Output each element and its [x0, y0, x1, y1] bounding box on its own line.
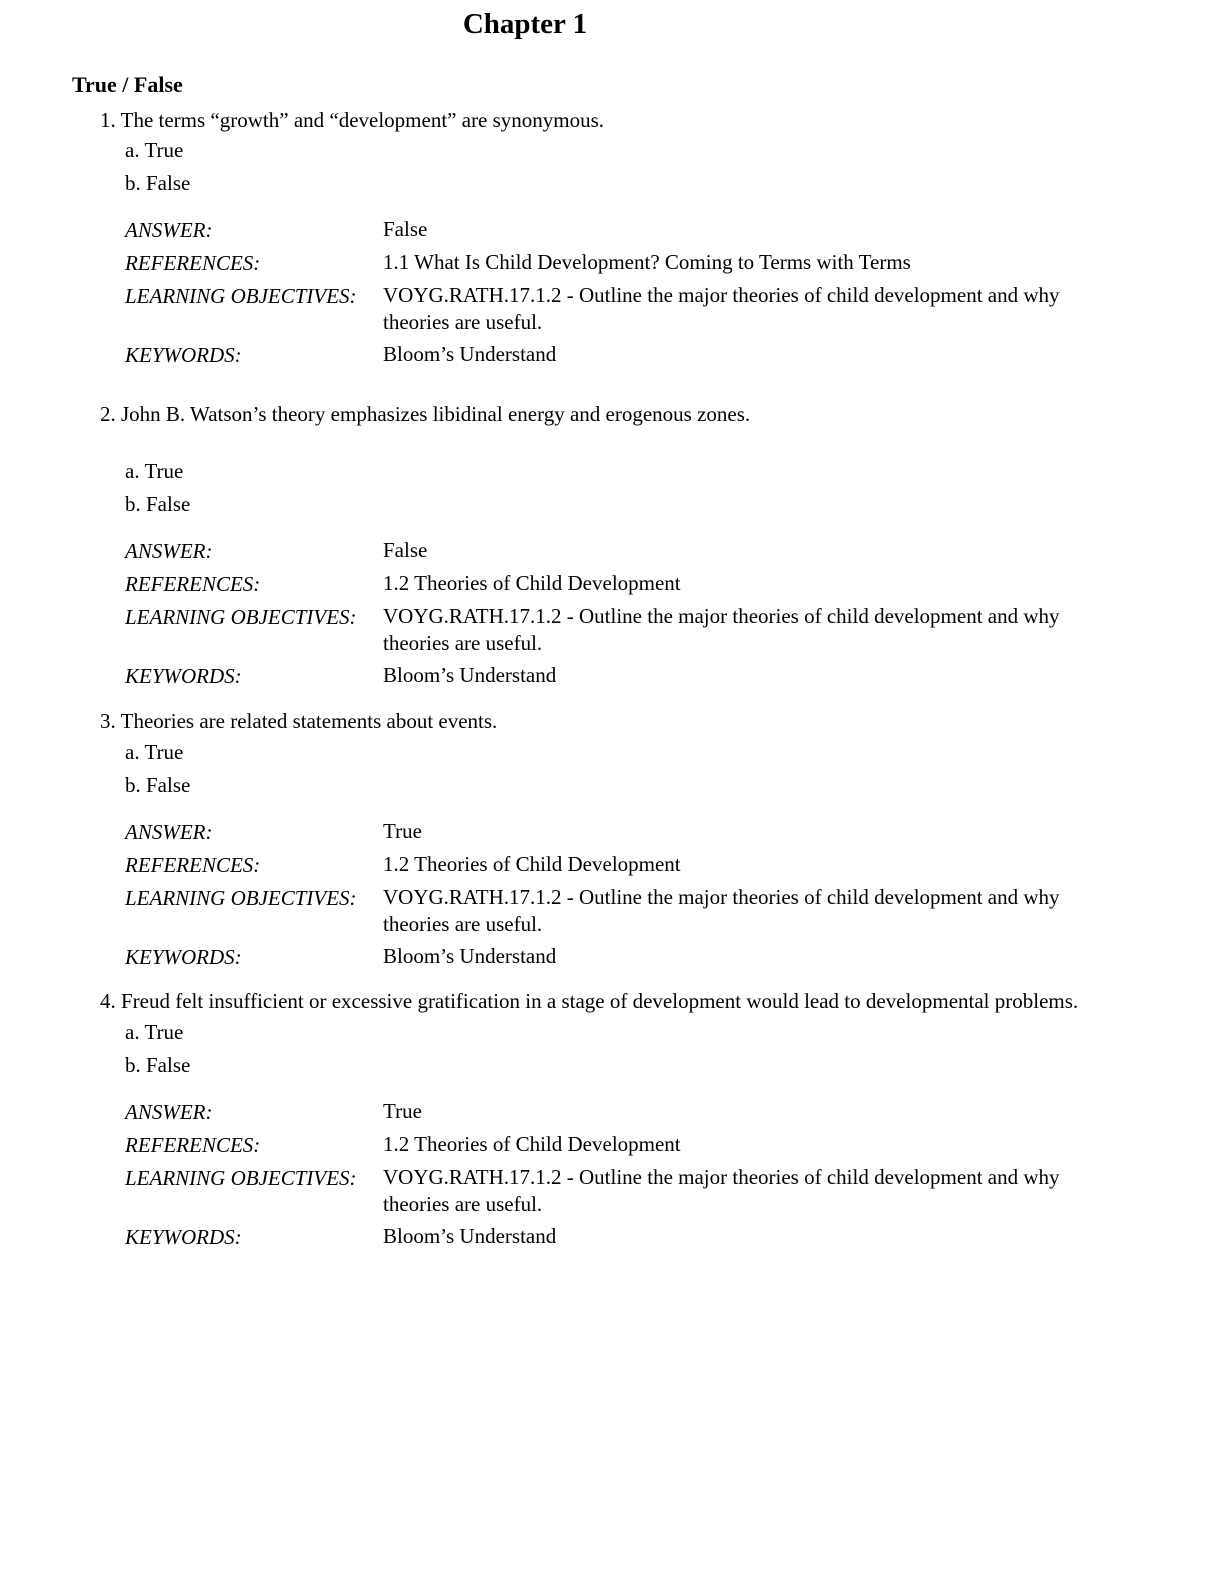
references-value: 1.2 Theories of Child Development	[383, 852, 681, 876]
section-title: True / False	[72, 72, 183, 97]
learning-objectives-value: VOYG.RATH.17.1.2 - Outline the major theories of child development and why theories are useful.	[383, 283, 1060, 334]
keywords-label: KEYWORDS:	[125, 945, 242, 969]
answer-label: ANSWER:	[125, 539, 213, 563]
question-stem	[100, 707, 497, 735]
question-text: The terms “growth” and “development” are synonymous.	[120, 108, 605, 132]
answer-value: True	[383, 819, 422, 843]
references-value: 1.2 Theories of Child Development	[383, 1132, 681, 1156]
keywords-value: Bloom’s Understand	[383, 944, 557, 968]
references-label: REFERENCES:	[125, 853, 261, 877]
references-label: REFERENCES:	[125, 572, 261, 596]
keywords-label: KEYWORDS:	[125, 1225, 242, 1249]
question-number: 3.	[100, 709, 116, 733]
keywords-label: KEYWORDS:	[125, 343, 242, 367]
learning-objectives-value: VOYG.RATH.17.1.2 - Outline the major theories of child development and why theories are useful.	[383, 604, 1060, 655]
learning-objectives-label: LEARNING OBJECTIVES:	[125, 284, 357, 308]
answer-value: False	[383, 217, 428, 241]
keywords-value: Bloom’s Understand	[383, 663, 557, 687]
references-label: REFERENCES:	[125, 251, 261, 275]
learning-objectives-label: LEARNING OBJECTIVES:	[125, 886, 357, 910]
option-b: b. False	[125, 492, 191, 516]
keywords-value: Bloom’s Understand	[383, 1224, 557, 1248]
option-b: b. False	[125, 773, 191, 797]
question-text: Theories are related statements about events.	[120, 709, 498, 733]
learning-objectives-label: LEARNING OBJECTIVES:	[125, 605, 357, 629]
learning-objectives-value: VOYG.RATH.17.1.2 - Outline the major theories of child development and why theories are useful.	[383, 1165, 1060, 1216]
option-b: b. False	[125, 171, 191, 195]
option-a: a. True	[125, 459, 184, 483]
chapter-title: Chapter 1	[462, 8, 588, 40]
answer-value: True	[383, 1099, 422, 1123]
references-value: 1.2 Theories of Child Development	[383, 571, 681, 595]
learning-objectives-label: LEARNING OBJECTIVES:	[125, 1166, 357, 1190]
learning-objectives-value: VOYG.RATH.17.1.2 - Outline the major theories of child development and why theories are useful.	[383, 885, 1060, 936]
question-text: Freud felt insufficient or excessive gratification in a stage of development would lead to developmental problems.	[121, 989, 1079, 1013]
option-a: a. True	[125, 1020, 184, 1044]
question-number: 1.	[100, 108, 116, 132]
question-stem	[100, 400, 750, 428]
keywords-label: KEYWORDS:	[125, 664, 242, 688]
question-stem	[100, 106, 604, 134]
option-b: b. False	[125, 1053, 191, 1077]
option-a: a. True	[125, 740, 184, 764]
option-a: a. True	[125, 138, 184, 162]
references-label: REFERENCES:	[125, 1133, 261, 1157]
answer-label: ANSWER:	[125, 820, 213, 844]
keywords-value: Bloom’s Understand	[383, 342, 557, 366]
question-number: 2.	[100, 402, 116, 426]
question-stem	[100, 987, 1078, 1015]
question-number: 4.	[100, 989, 116, 1013]
answer-label: ANSWER:	[125, 218, 213, 242]
answer-label: ANSWER:	[125, 1100, 213, 1124]
question-text: John B. Watson’s theory emphasizes libidinal energy and erogenous zones.	[121, 402, 751, 426]
references-value: 1.1 What Is Child Development? Coming to Terms with Terms	[383, 250, 911, 274]
answer-value: False	[383, 538, 428, 562]
